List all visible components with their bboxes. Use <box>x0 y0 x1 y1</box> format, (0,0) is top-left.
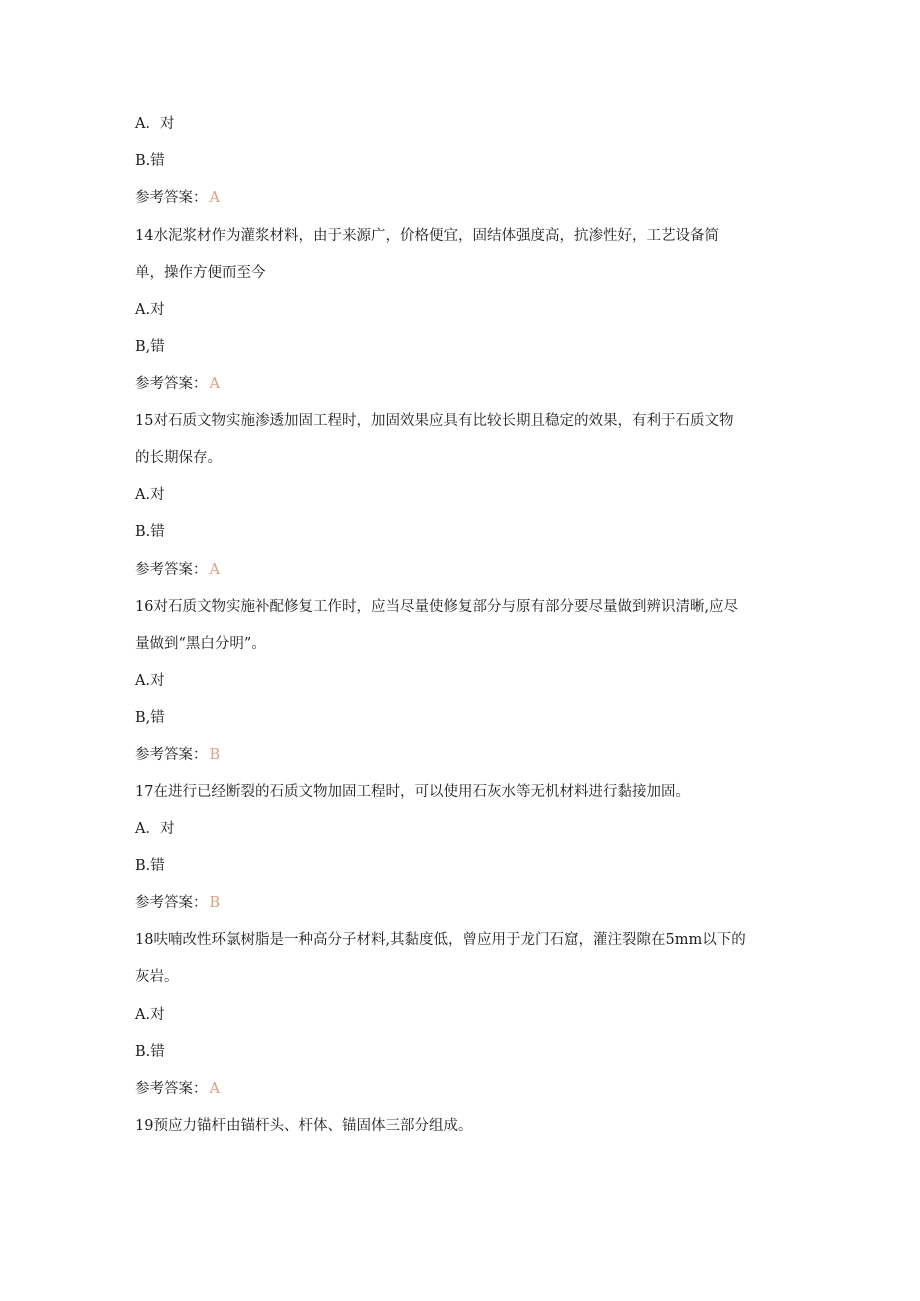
option-line: A．对 <box>135 116 175 132</box>
answer-line <box>135 374 220 394</box>
question-line: 16对石质文物实施补配修复工作时，应当尽量使修复部分与原有部分要尽量做到辨识清晰,应尽 <box>135 599 739 615</box>
answer-label: 参考答案： <box>135 747 208 763</box>
option-line: A.对 <box>135 1007 165 1023</box>
answer-value: A <box>209 1081 220 1097</box>
question-line: 的长期保存。 <box>135 450 222 466</box>
option-line: B,错 <box>135 710 165 726</box>
answer-value: A <box>209 190 220 206</box>
answer-value: B <box>209 895 221 911</box>
option-line: B.错 <box>135 153 165 169</box>
answer-value: B <box>209 747 221 763</box>
option-line: B,错 <box>135 339 165 355</box>
answer-line <box>135 745 220 765</box>
answer-line <box>135 1079 220 1099</box>
answer-label: 参考答案： <box>135 190 208 206</box>
question-line: 单，操作方便而至今 <box>135 265 266 281</box>
answer-label: 参考答案： <box>135 895 208 911</box>
option-line: B.错 <box>135 1044 165 1060</box>
option-line: A.对 <box>135 302 165 318</box>
answer-label: 参考答案： <box>135 562 208 578</box>
answer-value: A <box>209 376 220 392</box>
question-line: 17在进行已经断裂的石质文物加固工程时，可以使用石灰水等无机材料进行黏接加固。 <box>135 784 690 800</box>
option-line: B.错 <box>135 524 165 540</box>
answer-line <box>135 188 220 208</box>
answer-line <box>135 893 220 913</box>
question-line: 15对石质文物实施渗透加固工程时，加固效果应具有比较长期且稳定的效果，有利于石质文物 <box>135 413 734 429</box>
question-line: 18呋喃改性环氯树脂是一种高分子材料,其黏度低，曾应用于龙门石窟，灌注裂隙在5mm以下的 <box>135 932 746 948</box>
option-line: B.错 <box>135 858 165 874</box>
question-line: 灰岩。 <box>135 969 179 985</box>
question-line: 14水泥浆材作为灌浆材料，由于来源广，价格便宜，固结体强度高，抗渗性好，工艺设备简 <box>135 228 719 244</box>
question-line: 19预应力锚杆由锚杆头、杆体、锚固体三部分组成。 <box>135 1118 473 1134</box>
answer-line <box>135 560 220 580</box>
answer-label: 参考答案： <box>135 1081 208 1097</box>
option-line: A．对 <box>135 821 175 837</box>
answer-label: 参考答案： <box>135 376 208 392</box>
option-line: A.对 <box>135 673 165 689</box>
question-line: 量做到“黑白分明”。 <box>135 636 266 652</box>
option-line: A.对 <box>135 487 165 503</box>
answer-value: A <box>209 562 220 578</box>
